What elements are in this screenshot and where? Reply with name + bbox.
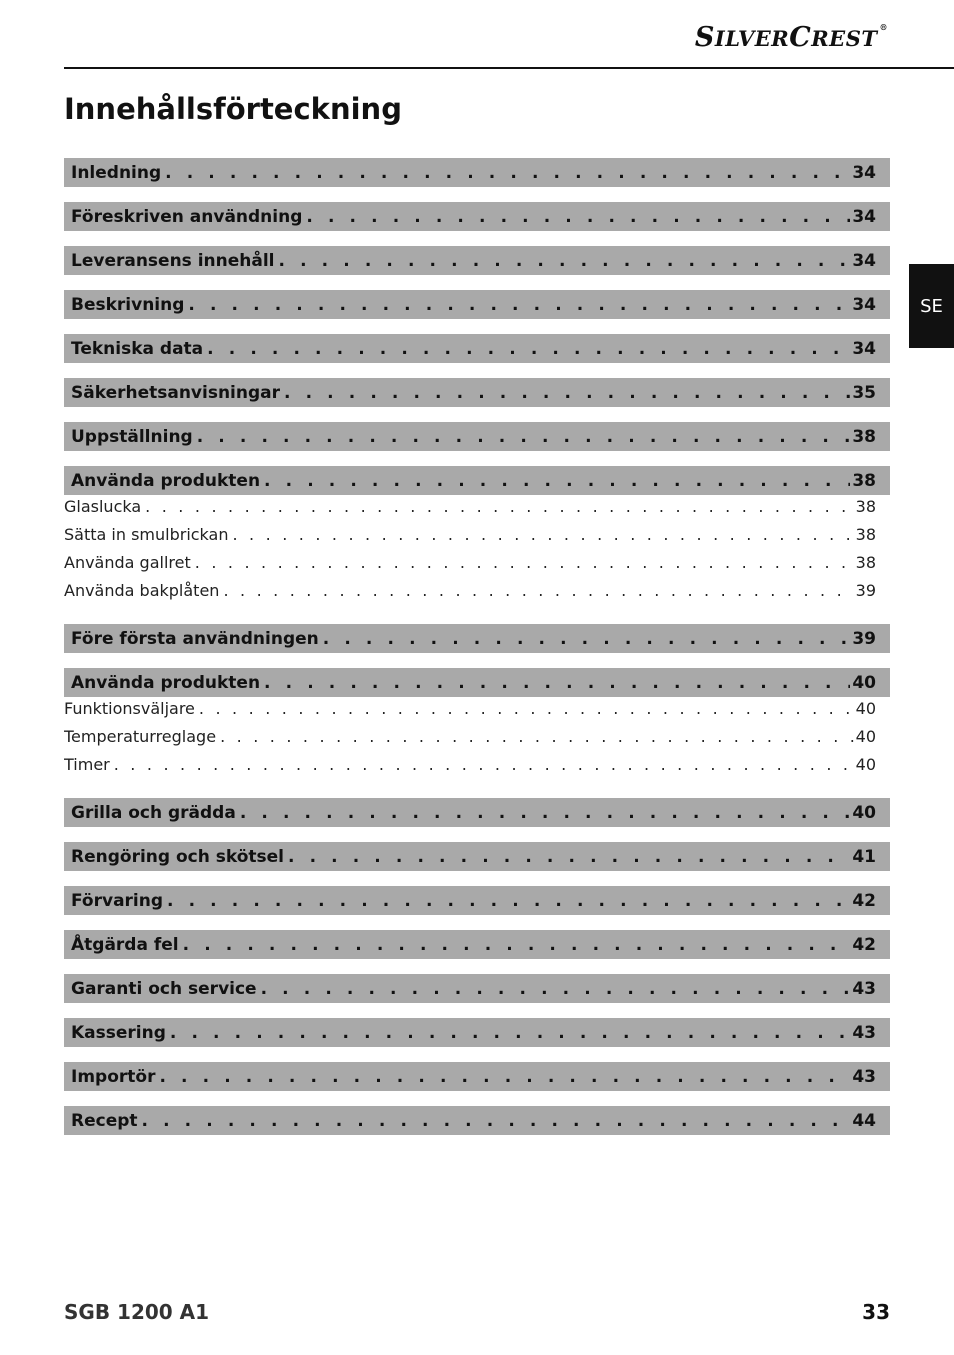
toc-page-number: 34 [852,294,876,315]
toc-leader-dots [141,497,853,516]
toc-page-number: 38 [852,426,876,447]
toc-leader-dots [260,673,850,693]
toc-label: Inledning [71,162,162,183]
toc-leader-dots [257,979,851,999]
toc-subsection[interactable] [64,727,890,755]
toc-page-number: 43 [852,1022,876,1043]
toc-leader-dots [166,1023,850,1043]
toc-page-number: 34 [852,206,876,227]
toc-label: Föreskriven användning [71,206,303,227]
toc-section[interactable] [64,1106,890,1135]
brand-part-rest: REST [811,26,878,51]
toc-page-number: 38 [855,497,876,516]
toc-label: Beskrivning [71,294,185,315]
toc-section[interactable] [64,334,890,363]
toc-section[interactable] [64,246,890,275]
toc-page-number: 44 [852,1110,876,1131]
toc-section[interactable] [64,668,890,697]
toc-section[interactable] [64,930,890,959]
toc-page-number: 40 [852,802,876,823]
toc-label: Funktionsväljare [64,699,195,718]
toc-page-number: 43 [852,978,876,999]
brand-part-ilver: ILVER [714,26,790,51]
toc-label: Använda gallret [64,553,191,572]
toc-page-number: 42 [852,890,876,911]
toc-leader-dots [184,295,850,315]
toc-label: Rengöring och skötsel [71,846,284,867]
toc-leader-dots [110,755,854,774]
toc-page-number: 35 [852,382,876,403]
toc-leader-dots [138,1111,851,1131]
toc-subsection[interactable] [64,525,890,553]
toc-leader-dots [302,207,850,227]
toc-leader-dots [179,935,851,955]
toc-subsection[interactable] [64,699,890,727]
toc-label: Kassering [71,1022,166,1043]
toc-leader-dots [195,699,854,718]
toc-label: Importör [71,1066,156,1087]
toc-leader-dots [236,803,851,823]
toc-label: Använda produkten [71,470,261,491]
toc-section[interactable] [64,466,890,495]
toc-leader-dots [191,553,854,572]
toc-label: Glaslucka [64,497,142,516]
toc-page-number: 38 [855,525,876,544]
toc-leader-dots [216,727,854,746]
header-rule [64,67,954,69]
toc-page-number: 34 [852,250,876,271]
toc-leader-dots [275,251,851,271]
toc-subsection[interactable] [64,755,890,783]
toc-label: Åtgärda fel [71,934,179,955]
toc-label: Före första användningen [71,628,319,649]
toc-leader-dots [193,427,851,447]
toc-leader-dots [284,847,850,867]
toc-leader-dots [155,1067,850,1087]
toc-page-number: 43 [852,1066,876,1087]
toc-subsection[interactable] [64,581,890,609]
toc-label: Timer [64,755,110,774]
toc-page-number: 40 [855,699,876,718]
toc-label: Tekniska data [71,338,204,359]
toc-label: Förvaring [71,890,164,911]
toc-section[interactable] [64,974,890,1003]
toc-page-number: 34 [852,338,876,359]
brand-initial-c: C [789,22,812,53]
footer-model: SGB 1200 A1 [64,1300,210,1324]
registered-mark: ® [879,22,888,32]
toc-leader-dots [161,163,850,183]
table-of-contents [64,158,890,1135]
toc-section[interactable] [64,202,890,231]
toc-label: Leveransens innehåll [71,250,275,271]
toc-label: Garanti och service [71,978,257,999]
toc-page-number: 39 [855,581,876,600]
toc-page-number: 41 [852,846,876,867]
toc-page-number: 40 [855,755,876,774]
toc-section[interactable] [64,1062,890,1091]
toc-label: Sätta in smulbrickan [64,525,229,544]
toc-label: Använda bakplåten [64,581,220,600]
toc-label: Uppställning [71,426,193,447]
toc-section[interactable] [64,422,890,451]
footer-page-number: 33 [862,1300,890,1324]
toc-section[interactable] [64,886,890,915]
toc-leader-dots [219,581,853,600]
toc-leader-dots [228,525,853,544]
toc-label: Recept [71,1110,138,1131]
brand-logo [695,22,888,53]
toc-subsection[interactable] [64,497,890,525]
toc-section[interactable] [64,158,890,187]
toc-leader-dots [203,339,850,359]
toc-page-number: 40 [855,727,876,746]
page-title: Innehållsförteckning [64,92,402,126]
toc-label: Grilla och grädda [71,802,236,823]
toc-page-number: 40 [852,672,876,693]
toc-page-number: 38 [852,470,876,491]
toc-label: Säkerhetsanvisningar [71,382,281,403]
toc-section[interactable] [64,290,890,319]
toc-section[interactable] [64,624,890,653]
toc-section[interactable] [64,842,890,871]
toc-subsection[interactable] [64,553,890,581]
toc-page-number: 39 [852,628,876,649]
toc-page-number: 38 [855,553,876,572]
brand-initial-s: S [694,22,715,53]
toc-page-number: 42 [852,934,876,955]
toc-page-number: 34 [852,162,876,183]
toc-label: Temperaturreglage [64,727,217,746]
toc-section[interactable] [64,378,890,407]
toc-section[interactable] [64,798,890,827]
toc-label: Använda produkten [71,672,261,693]
toc-section[interactable] [64,1018,890,1047]
language-tab: SE [909,264,954,348]
toc-leader-dots [319,629,851,649]
toc-leader-dots [280,383,850,403]
toc-leader-dots [163,891,850,911]
toc-leader-dots [260,471,850,491]
